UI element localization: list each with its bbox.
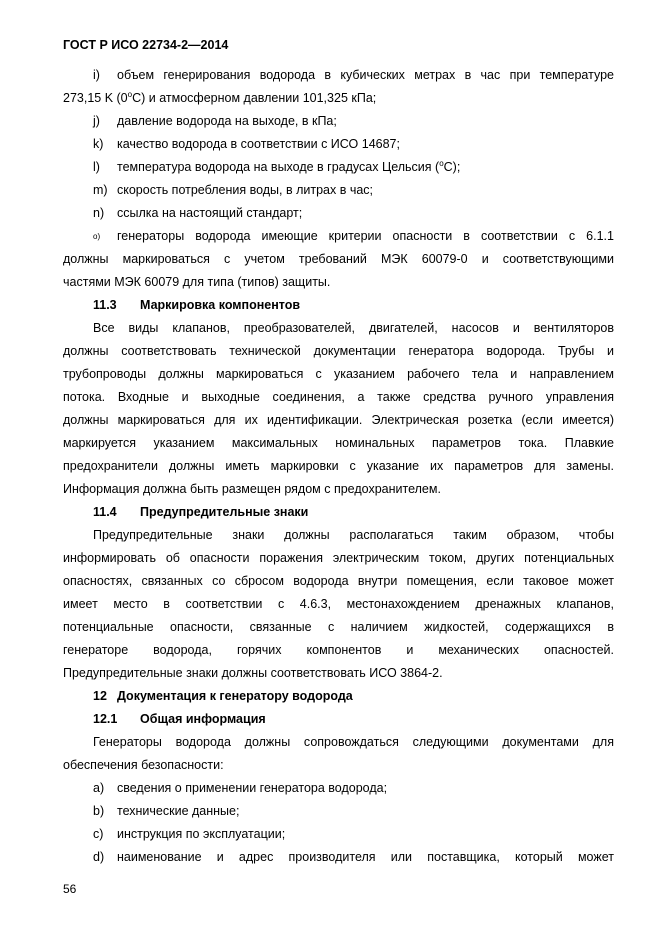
list-label-a: a) [93,781,105,795]
list-item-i [93,67,614,83]
paragraph-line: потока. Входные и выходные соединения, а также средства ручного управления [63,390,614,404]
section-title: Документация к генератору водорода [117,689,353,703]
list-label-m: m) [93,183,108,197]
section-heading-12 [93,688,614,704]
list-item-o [93,228,614,245]
list-item-b [93,803,614,819]
paragraph-line: трубопроводы должны маркироваться с указанием рабочего тела и направлением [63,367,614,381]
paragraph-line: потенциальные опасности, связанные с наличием жидкостей, содержащихся в [63,620,614,634]
section-title: Маркировка компонентов [140,298,301,312]
paragraph-line: Предупредительные знаки должны располагаться таким образом, чтобы [93,528,614,542]
list-text-o-line-3: частями МЭК 60079 для типа (типов) защиты. [63,275,331,289]
section-heading-11-3 [93,297,614,313]
section-number: 11.4 [93,505,117,519]
paragraph-line: генераторе водорода, горячих компонентов и механических опасностей. [63,643,614,657]
paragraph-line: Предупредительные знаки должны соответствовать ИСО 3864-2. [63,666,443,680]
list-label-d: d) [93,850,105,864]
section-heading-12-1 [93,711,614,727]
list-label-j: j) [93,114,100,128]
list-text-o-line-1: генераторы водорода имеющие критерии опасности в соответствии с 6.1.1 [117,229,614,243]
list-item-i-continuation [63,90,614,106]
paragraph-line: Генераторы водорода должны сопровождаться следующими документами для [93,735,614,749]
list-label-i: i) [93,68,100,82]
section-number: 11.3 [93,298,117,312]
list-text-d: наименование и адрес производителя или поставщика, который может [117,850,614,864]
list-text-k: качество водорода в соответствии с ИСО 14687; [117,137,400,151]
list-text-c: инструкция по эксплуатации; [117,827,286,841]
list-item-l [93,159,614,175]
list-text-l-a: температура водорода на выходе в градусах Цельсия ( [117,160,440,174]
list-text-n: ссылка на настоящий стандарт; [117,206,303,220]
list-label-c: c) [93,827,104,841]
list-label-b: b) [93,804,105,818]
list-label-o: o) [93,232,101,241]
paragraph-line: Все виды клапанов, преобразователей, двигателей, насосов и вентиляторов [93,321,614,335]
section-heading-11-4 [93,504,614,520]
list-item-d [93,849,614,865]
document-header: ГОСТ Р ИСО 22734-2—2014 [63,38,229,52]
list-text-a: сведения о применении генератора водорода; [117,781,388,795]
paragraph-line: опасностях, связанных со сбросом водорода внутри помещения, если таковое может [63,574,614,588]
list-text-m: скорость потребления воды, в литрах в час; [117,183,374,197]
paragraph-line: информировать об опасности поражения электрическим током, других потенциальных [63,551,614,565]
degree-superscript-l: o [439,159,444,168]
list-item-c [93,826,614,842]
degree-superscript: o [127,90,133,99]
list-text-i-cont-a: 273,15 K (0 [63,91,128,105]
paragraph-line: предохранители должны иметь маркировки с указание их параметров для замены. [63,459,614,473]
section-title: Общая информация [140,712,266,726]
list-item-j [93,113,614,129]
paragraph-line: обеспечения безопасности: [63,758,224,772]
section-title: Предупредительные знаки [140,505,309,519]
list-item-k [93,136,614,152]
list-label-k: k) [93,137,104,151]
list-label-n: n) [93,206,105,220]
paragraph-line: должны маркироваться для их идентификации. Электрическая розетка (если имеется) [63,413,614,427]
list-label-l: l) [93,160,100,174]
page-number: 56 [63,882,77,896]
paragraph-line: имеет место в соответствии с 4.6.3, местонахождением дренажных клапанов, [63,597,614,611]
section-number: 12 [93,689,107,703]
paragraph-line: Информация должна быть размещен рядом с предохранителем. [63,482,441,496]
list-text-b: технические данные; [117,804,240,818]
paragraph-line: должны соответствовать технической документации генератора водорода. Трубы и [63,344,614,358]
list-text-j: давление водорода на выходе, в кПа; [117,114,337,128]
list-item-n [93,205,614,221]
list-text-i: объем генерирования водорода в кубических метрах в час при температуре [117,68,614,82]
paragraph-line: маркируется указанием максимальных номинальных параметров тока. Плавкие [63,436,614,450]
list-item-a [93,780,614,796]
list-text-l-b: C); [443,160,461,174]
section-number: 12.1 [93,712,118,726]
list-text-o-line-2: должны маркироваться с учетом требований МЭК 60079-0 и соответствующими [63,252,614,266]
list-item-m [93,182,614,198]
list-text-i-cont-b: C) и атмосферном давлении 101,325 кПа; [132,91,377,105]
